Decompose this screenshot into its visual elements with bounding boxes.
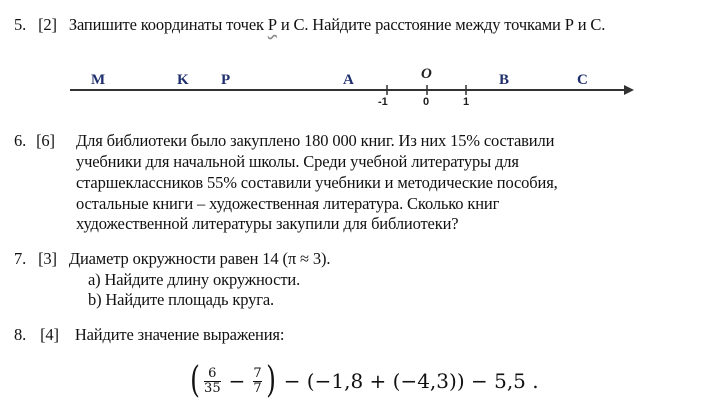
tick-label-minus1: -1	[378, 96, 388, 108]
label-k: K	[177, 72, 189, 88]
label-o: O	[421, 66, 432, 82]
task7-text: Диаметр окружности равен 14 (π ≈ 3).	[68, 249, 331, 268]
frac2-numerator: 7	[253, 365, 262, 381]
task7-item-b: b) Найдите площадь круга.	[88, 290, 274, 309]
task8-points: [4]	[40, 325, 59, 344]
task6-line-5: художественной литературы закупили для библиотеки?	[76, 214, 459, 233]
formula-frac-1	[204, 367, 221, 395]
formula-paren-close: )	[265, 360, 276, 401]
label-m: M	[91, 72, 106, 88]
task6-line-4: остальные книги – художественная литература. Сколько книг	[76, 194, 500, 213]
task5-number: 5.	[14, 15, 27, 34]
tick-label-1: 1	[463, 96, 470, 108]
task6-head	[14, 131, 55, 151]
formula-frac-2	[253, 367, 261, 395]
task8-text: Найдите значение выражения:	[74, 325, 285, 344]
task6-line-1: Для библиотеки было закуплено 180 000 книг. Из них 15% составили	[76, 131, 555, 150]
task6-line-2: учебники для начальной школы. Среди учебной литературы для	[76, 152, 519, 171]
label-b: B	[499, 72, 510, 88]
task5-line	[14, 15, 605, 35]
formula-minus: −	[228, 369, 246, 393]
task6-line-3: старшеклассников 55% составили учебники и методические пособия,	[76, 173, 558, 192]
frac1-denominator: 35	[204, 380, 221, 396]
task7-points: [3]	[38, 249, 57, 268]
label-a: A	[343, 72, 354, 88]
task5-point-p: Р	[267, 15, 277, 34]
task7-item-a: a) Найдите длину окружности.	[88, 270, 301, 289]
frac1-numerator: 6	[208, 365, 217, 381]
task7-number: 7.	[14, 249, 27, 268]
task7-head	[14, 249, 330, 269]
task8-number: 8.	[14, 325, 27, 344]
formula-rest: − (−1,8 + (−4,3)) − 5,5 .	[283, 369, 539, 393]
tick-label-0: 0	[423, 96, 430, 108]
formula-paren-open: (	[190, 360, 200, 401]
task8-head	[14, 325, 284, 345]
label-p: P	[221, 72, 231, 88]
task8-formula	[188, 358, 539, 404]
task6-number: 6.	[14, 131, 27, 150]
task5-text-before: Запишите координаты точек	[68, 15, 268, 34]
frac2-denominator: 7	[253, 380, 262, 396]
task5-points: [2]	[38, 15, 57, 34]
label-c: C	[577, 72, 588, 88]
task5-text-after: и С. Найдите расстояние между точками Р и С.	[276, 15, 606, 34]
task6-points: [6]	[36, 131, 55, 150]
number-line-arrow	[624, 85, 634, 95]
